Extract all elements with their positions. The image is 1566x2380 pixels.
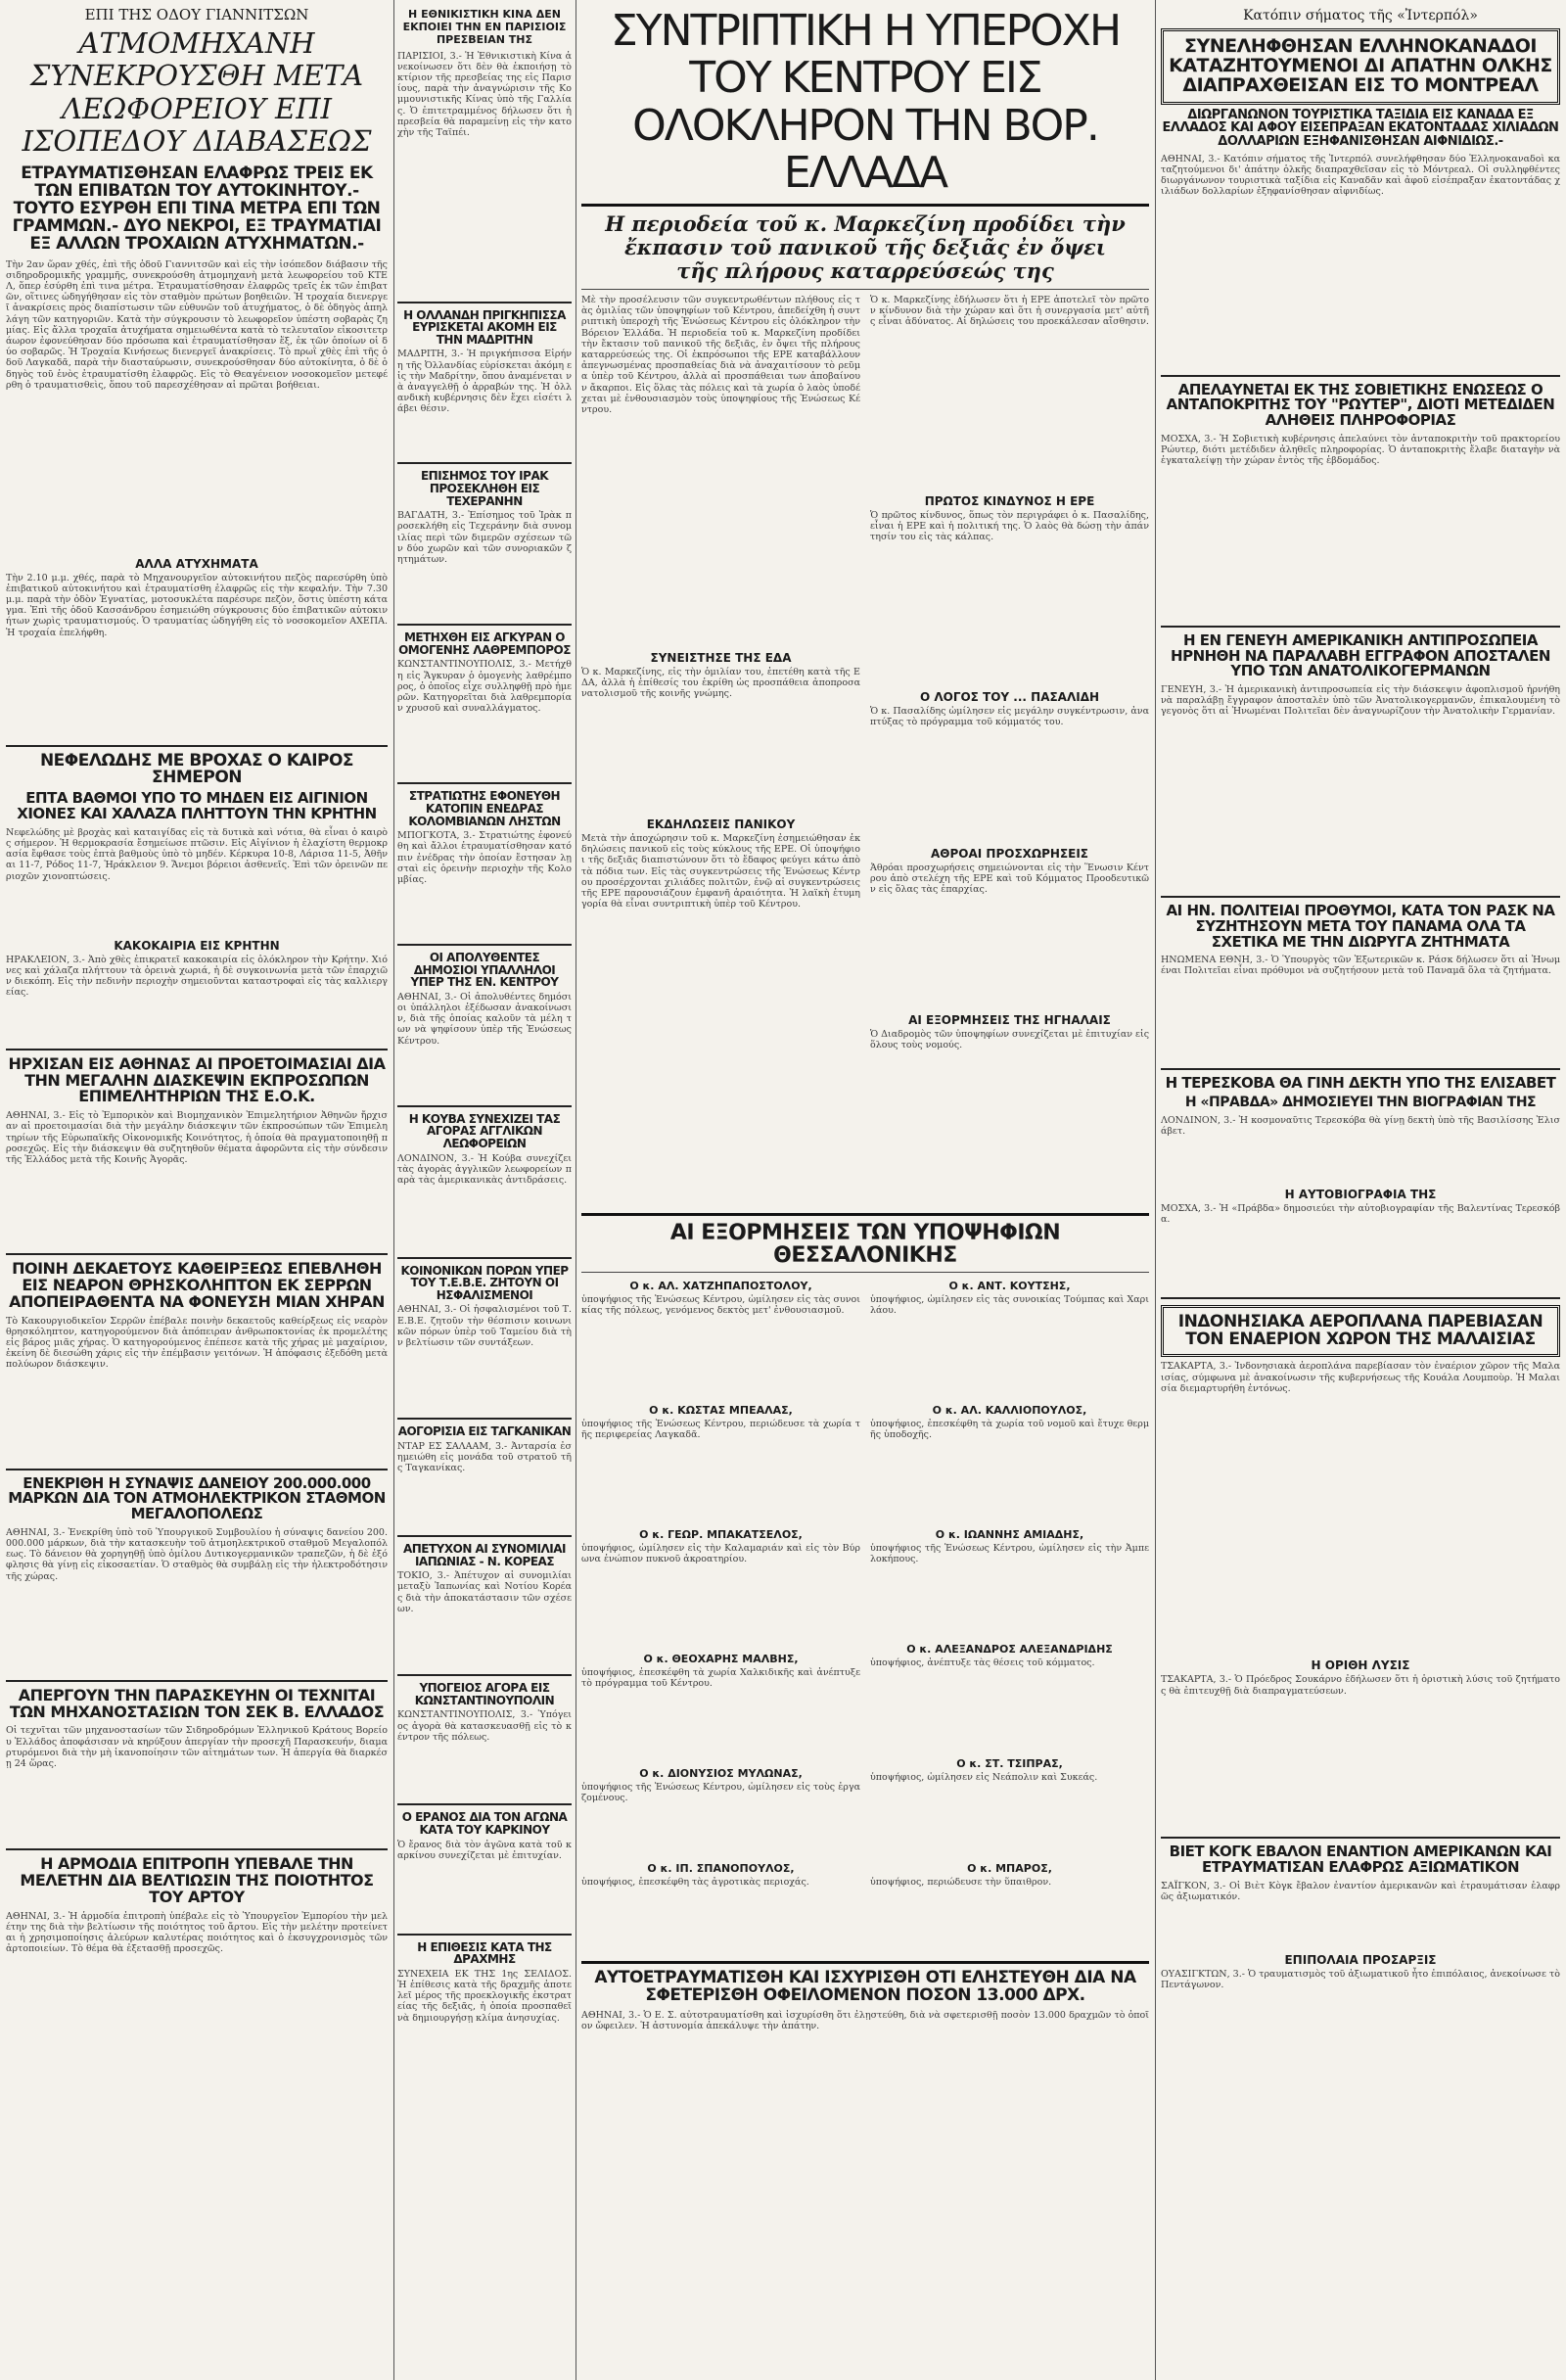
candidate-name: Ο κ. ΔΙΟΝΥΣΙΟΣ ΜΥΛΩΝΑΣ,	[639, 1767, 803, 1781]
article-body: Τὴν 2αν ὥραν χθές, ἐπὶ τῆς ὁδοῦ Γιαννιτσῶν καὶ εἰς τὴν ἰσόπεδον διάβασιν τῆς σιδηροδρομικῆς γραμμῆς, συνεκρούσθη ἀτμομηχανὴ μετὰ λεωφορείου τοῦ ΚΤΕΛ, ὅπερ ἐσύρθη ἐπὶ τινα μέτρα. Ἐτραυματίσθησαν ἐλαφρῶς τρεῖς ἐκ τῶν ἐπιβατῶν, οἵτινες ὡδηγήθησαν εἰς τὸν σταθμὸν πρώτων βοηθειῶν. Ἡ τροχαία διενεργεῖ ἀνακρίσεις πρὸς διαπίστωσιν τῶν εὐθυνῶν τοῦ ἀτυχήματος, ὁ δὲ ὁδηγὸς ἀπηλλάγη τῶν κατηγοριῶν. Κατὰ τὴν σύγκρουσιν τὸ λεωφορεῖον ὑπέστη σοβαρὰς ζημίας. Εἰς ἄλλα τροχαῖα ἀτυχήματα σημειωθέντα κατὰ τὸ τελευταῖον εἰκοσιτετράωρον ἐφονεύθησαν δύο πρόσωπα καὶ ἐτραυματίσθησαν ἕξ, ἐκ τῶν ὁποίων οἱ δύο σοβαρῶς. Ἡ Τροχαία Κινήσεως διενεργεῖ ἀνακρίσεις. Τὸ πρωῒ χθὲς ἐπὶ τῆς ὁδοῦ Λαγκαδᾶ, παρὰ τὴν διασταύρωσιν, συνεκρούσθησαν δύο αὐτοκίνητα, ὁ δὲ ὁδηγὸς τοῦ ἑνὸς ἐτραυματίσθη ἐλαφρῶς. Εἰς τὸ Θεαγένειον νοσοκομεῖον μετεφέρθη ὁ τραυματισθεὶς, ὅπου τοῦ παρεσχέθησαν αἱ πρῶται βοήθειαι.	[6, 258, 388, 391]
article-body: ὑποψήφιος τῆς Ἑνώσεως Κέντρου, περιώδευσε τὰ χωρία τῆς περιφερείας Λαγκαδᾶ.	[581, 1419, 860, 1441]
candidate-name: Ο κ. ΑΛ. ΚΑΛΛΙΟΠΟΥΛΟΣ,	[932, 1404, 1087, 1418]
headline-dutch-princess: Η ΟΛΛΑΝΔΗ ΠΡΙΓΚΗΠΙΣΣΑ ΕΥΡΙΣΚΕΤΑΙ ΑΚΟΜΗ ΕΙΣ ΤΗΝ ΜΑΔΡΙΤΗΝ	[403, 307, 566, 347]
subhead-final-solution: Η ΟΡΙΘΗ ΛΥΣΙΣ	[1311, 1658, 1410, 1673]
candidate-name: Ο κ. ΙΩΑΝΝΗΣ ΑΜΙΑΔΗΣ,	[935, 1528, 1084, 1542]
column-4	[1161, 0, 1560, 2380]
headline-iraq-official: ΕΠΙΣΗΜΟΣ ΤΟΥ ΙΡΑΚ ΠΡΟΣΕΚΛΗΘΗ ΕΙΣ ΤΕΧΕΡΑΝΗΝ	[420, 469, 549, 508]
article-body: ΑΘΗΝΑΙ, 3.- Οἱ ἠσφαλισμένοι τοῦ Τ.Ε.Β.Ε. ζητοῦν τὴν θέσπισιν κοινωνικῶν πόρων ὑπὲρ τοῦ Ταμείου διὰ τὴν βελτίωσιν τῶν συντάξεων.	[397, 1304, 572, 1349]
article-body: ΗΝΩΜΕΝΑ ΕΘΝΗ, 3.- Ὁ Ὑπουργὸς τῶν Ἐξωτερικῶν κ. Ράσκ δήλωσεν ὅτι αἱ Ἡνωμέναι Πολιτεῖαι εἶναι πρόθυμοι νὰ συζητήσουν μετὰ τοῦ Παναμᾶ ὅλα τὰ ζητήματα.	[1161, 955, 1560, 977]
article-body: ΛΟΝΔΙΝΟΝ, 3.- Ἡ κοσμοναῦτις Τερεσκόβα θὰ γίνῃ δεκτὴ ὑπὸ τῆς Βασιλίσσης Ἐλισάβετ.	[1161, 1114, 1560, 1137]
headline-loan-megalopolis: ΕΝΕΚΡΙΘΗ Η ΣΥΝΑΨΙΣ ΔΑΝΕΙΟΥ 200.000.000 ΜΑΡΚΩΝ ΔΙΑ ΤΟΝ ΑΤΜΟΗΛΕΚΤΡΙΚΟΝ ΣΤΑΘΜΟΝ ΜΕΓΑΛΟΠΟΛΕΩΣ	[8, 1473, 386, 1523]
subhead-rallies: ΑΙ ΕΞΟΡΜΗΣΕΙΣ ΤΗΣ ΗΓΗΑΛΑΙΣ	[908, 1012, 1111, 1027]
article-body: Οἱ τεχνῖται τῶν μηχανοστασίων τῶν Σιδηροδρόμων Ἑλληνικοῦ Κράτους Βορείου Ἑλλάδος ἀποφάσισαν νὰ κηρύξουν ἀπεργίαν τὴν προσεχῆ Παρασκευήν, διαμαρτυρόμενοι διὰ τὴν μὴ ἱκανοποίησιν τῶν αἰτημάτων των. Ἡ ἀπεργία θὰ διαρκέσῃ 24 ὥρας.	[6, 1725, 388, 1770]
article-body: ΑΘΗΝΑΙ, 3.- Οἱ ἀπολυθέντες δημόσιοι ὑπάλληλοι ἐξέδωσαν ἀνακοίνωσιν, διὰ τῆς ὁποίας καλοῦν τὰ μέλη των νὰ ψηφίσουν ὑπὲρ τῆς Ἑνώσεως Κέντρου.	[397, 991, 572, 1047]
article-body: ΑΘΗΝΑΙ, 3.- Ἐνεκρίθη ὑπὸ τοῦ Ὑπουργικοῦ Συμβουλίου ἡ σύναψις δανείου 200.000.000 μάρκων, διὰ τὴν κατασκευὴν τοῦ ἀτμοηλεκτρικοῦ σταθμοῦ Μεγαλοπόλεως. Τὸ δάνειον θὰ χορηγηθῇ ὑπὸ ὁμίλου Δυτικογερμανικῶν τραπεζῶν, ἡ δὲ ἐξόφλησις θὰ γίνῃ εἰς εἰκοσαετίαν. Ὁ σταθμὸς θὰ συμβάλῃ εἰς τὴν ἠλεκτροδότησιν τῆς χώρας.	[6, 1526, 388, 1582]
candidate-name: Ο κ. ΙΠ. ΣΠΑΝΟΠΟΥΛΟΣ,	[647, 1862, 795, 1876]
article-body: Μὲ τὴν προσέλευσιν τῶν συγκεντρωθέντων πλήθους εἰς τὰς ὁμιλίας τῶν ὑποψηφίων τοῦ Κέντρου, ἀπεδείχθη ἡ συντριπτικὴ ὑπεροχὴ τῆς Ἑνώσεως Κέντρου εἰς ὁλόκληρον τὴν Βόρειον Ἑλλάδα. Ἡ περιοδεία τοῦ κ. Μαρκεζίνη προδίδει τὴν ἔκτασιν τοῦ πανικοῦ τῆς δεξιᾶς, ἐν ὄψει τῆς πλήρους καταρρεύσεώς της. Οἱ ἐκπρόσωποι τῆς ΕΡΕ καταβάλλουν ἀπεγνωσμένας προσπαθείας διὰ νὰ ἀναχαιτίσουν τὸ ρεῦμα ὑπὲρ τοῦ Κέντρου, ἀλλὰ αἱ προσπάθειαι των ἀποβαίνουν ἄκαρποι. Εἰς ὅλας τὰς πόλεις καὶ τὰ χωρία ὁ λαὸς ὑποδέχεται μὲ ἐνθουσιασμὸν τοὺς ὑποψηφίους τῆς Ἑνώσεως Κέντρου.	[581, 294, 861, 416]
article-body: ὑποψήφιος, ὡμίλησεν εἰς Νεάπολιν καὶ Συκεάς.	[870, 1772, 1098, 1784]
subhead-mass-joining: ΑΘΡΟΑΙ ΠΡΟΣΧΩΡΗΣΕΙΣ	[931, 846, 1088, 861]
headline-canada-fraud: ΣΥΝΕΛΗΦΘΗΣΑΝ ΕΛΛΗΝΟΚΑΝΑΔΟΙ ΚΑΤΑΖΗΤΟΥΜΕΝΟΙ ΔΙ ΑΠΑΤΗΝ ΟΛΚΗΣ ΔΙΑΠΡΑΧΘΕΙΣΑΝ ΕΙΣ ΤΟ ΜΟΝΤΡΕΑΛ	[1169, 34, 1552, 96]
candidate-name: Ο κ. ΑΛ. ΧΑΤΖΗΠΑΠΟΣΤΟΛΟΥ,	[629, 1280, 812, 1293]
subhead-eda: ΣΥΝΕΙΣΤΗΣΕ ΤΗΣ ΕΔΑ	[650, 650, 792, 665]
deck-canada-fraud: ΔΙΩΡΓΑΝΩΝΟΝ ΤΟΥΡΙΣΤΙΚΑ ΤΑΞΙΔΙΑ ΕΙΣ ΚΑΝΑΔΑ ΕΞ ΕΛΛΑΔΟΣ ΚΑΙ ΑΦΟΥ ΕΙΣΕΠΡΑΞΑΝ ΕΚΑΤΟΝΤΑΔΑΣ ΧΙΛΙΑΔΩΝ ΔΟΛΛΑΡΙΩΝ ΕΞΗΦΑΝΙΣΘΗΣΑΝ ΑΙΦΝΙΔΙΩΣ.-	[1162, 107, 1559, 149]
headline-reuters-expelled: ΑΠΕΛΑΥΝΕΤΑΙ ΕΚ ΤΗΣ ΣΟΒΙΕΤΙΚΗΣ ΕΝΩΣΕΩΣ Ο ΑΝΤΑΠΟΚΡΙΤΗΣ ΤΟΥ "ΡΩΥΤΕΡ", ΔΙΟΤΙ ΜΕΤΕΔΙΔΕΝ ΑΛΗΘΕΙΣ ΠΛΗΡΟΦΟΡΙΑΣ	[1166, 380, 1555, 430]
headline-japan-korea: ΑΠΕΤΥΧΟΝ ΑΙ ΣΥΝΟΜΙΛΙΑΙ ΙΑΠΩΝΙΑΣ - Ν. ΚΟΡΕΑΣ	[402, 1542, 567, 1568]
deck-pravda-biography: Η «ΠΡΑΒΔΑ» ΔΗΜΟΣΙΕΥΕΙ ΤΗΝ ΒΙΟΓΡΑΦΙΑΝ ΤΗΣ	[1184, 1095, 1537, 1111]
subhead-panic: ΕΚΔΗΛΩΣΕΙΣ ΠΑΝΙΚΟΥ	[646, 817, 796, 831]
candidate-name: Ο κ. ΑΛΕΞΑΝΔΡΟΣ ΑΛΕΞΑΝΔΡΙΔΗΣ	[906, 1643, 1113, 1657]
headline-bread-quality: Η ΑΡΜΟΔΙΑ ΕΠΙΤΡΟΠΗ ΥΠΕΒΑΛΕ ΤΗΝ ΜΕΛΕΤΗΝ ΔΙΑ ΒΕΛΤΙΩΣΙΝ ΤΗΣ ΠΟΙΟΤΗΤΟΣ ΤΟΥ ΑΡΤΟΥ	[20, 1854, 374, 1906]
article-body: Ὁ πρῶτος κίνδυνος, ὅπως τὸν περιγράφει ὁ κ. Πασαλίδης, εἶναι ἡ ΕΡΕ καὶ ἡ πολιτική της. Ὁ λαὸς θὰ δώσῃ τὴν ἀπάντησίν του εἰς τὰς κάλπας.	[870, 509, 1149, 543]
headline-eec-conference: ΗΡΧΙΣΑΝ ΕΙΣ ΑΘΗΝΑΣ ΑΙ ΠΡΟΕΤΟΙΜΑΣΙΑΙ ΔΙΑ ΤΗΝ ΜΕΓΑΛΗΝ ΔΙΑΣΚΕΨΙΝ ΕΚΠΡΟΣΩΠΩΝ ΕΠΙΜΕΛΗΤΗΡΙΩΝ ΤΗΣ Ε.Ο.Κ.	[8, 1053, 386, 1106]
article-body: ὑποψήφιος, ὡμίλησεν εἰς τὰς συνοικίας Τούμπας καὶ Χαριλάου.	[870, 1294, 1149, 1317]
box-canada-fraud	[1161, 28, 1560, 105]
column-2	[397, 0, 572, 2380]
deck-weather: ΕΠΤΑ ΒΑΘΜΟΙ ΥΠΟ ΤΟ ΜΗΔΕΝ ΕΙΣ ΑΙΓΙΝΙΟΝ ΧΙΟΝΕΣ ΚΑΙ ΧΑΛΑΖΑ ΠΛΗΤΤΟΥΝ ΤΗΝ ΚΡΗΤΗΝ	[17, 789, 377, 823]
article-body: ὑποψήφιος, ἐπεσκέφθη τὰ χωρία τοῦ νομοῦ καὶ ἔτυχε θερμῆς ὑποδοχῆς.	[870, 1419, 1149, 1441]
article-body: ΟΥΑΣΙΓΚΤΩΝ, 3.- Ὁ τραυματισμὸς τοῦ ἀξιωματικοῦ ἦτο ἐπιπόλαιος, ἀνεκοίνωσε τὸ Πεντάγωνον.	[1161, 1968, 1560, 1991]
article-body: ΜΑΔΡΙΤΗ, 3.- Ἡ πριγκήπισσα Εἰρήνη τῆς Ὀλλανδίας εὑρίσκεται ἀκόμη εἰς τὴν Μαδρίτην, ὅπου ἀναμένεται νὰ ἀναγγελθῇ ὁ ἀρραβών της. Ἡ ὀλλανδικὴ κυβέρνησις δὲν ἔχει εἰσέτι λάβει θέσιν.	[397, 349, 572, 415]
headline-cancer-fund: Ο ΕΡΑΝΟΣ ΔΙΑ ΤΟΝ ΑΓΩΝΑ ΚΑΤΑ ΤΟΥ ΚΑΡΚΙΝΟΥ	[401, 1810, 568, 1837]
subhead-crete-weather: ΚΑΚΟΚΑΙΡΙΑ ΕΙΣ ΚΡΗΤΗΝ	[114, 938, 280, 953]
box-indonesia	[1161, 1305, 1560, 1358]
lead-story-columns	[581, 295, 1149, 1205]
article-body: Ὁ κ. Μαρκεζίνης, εἰς τὴν ὁμιλίαν του, ἐπετέθη κατὰ τῆς ΕΔΑ, ἀλλὰ ἡ ἐπίθεσίς του ἐκρίθη ὡς προσπάθεια ἀποπροσανατολισμοῦ τῆς κοινῆς γνώμης.	[581, 666, 860, 700]
subhead-pasalidis: Ο ΛΟΓΟΣ ΤΟΥ ... ΠΑΣΑΛΙΔΗ	[919, 689, 1100, 704]
article-body: ΚΩΝΣΤΑΝΤΙΝΟΥΠΟΛΙΣ, 3.- Ὑπόγειος ἀγορὰ θὰ κατασκευασθῇ εἰς τὸ κέντρον τῆς πόλεως.	[397, 1709, 572, 1743]
article-body: ΗΡΑΚΛΕΙΟΝ, 3.- Ἀπὸ χθὲς ἐπικρατεῖ κακοκαιρία εἰς ὁλόκληρον τὴν Κρήτην. Χιόνες καὶ χάλαζα πλήττουν τὰ ὀρεινὰ χωριά, ἡ δὲ συγκοινωνία μετὰ τῶν ἐπαρχιῶν διεκόπη. Εἰς τὴν πεδινὴν περιοχὴν σημειοῦνται καταστροφαὶ εἰς τὰς καλλιεργείας.	[6, 954, 388, 999]
candidate-name: Ο κ. ΣΤ. ΤΣΙΠΡΑΣ,	[956, 1757, 1063, 1771]
article-body: ΓΕΝΕΥΗ, 3.- Ἡ ἀμερικανικὴ ἀντιπροσωπεία εἰς τὴν διάσκεψιν ἀφοπλισμοῦ ἠρνήθη νὰ παραλάβῃ ἔγγραφον ἀποσταλὲν ὑπὸ τῶν Ἀνατολικογερμανῶν, ἐπικαλουμένη τὸ γεγονὸς ὅτι αἱ Ἡνωμέναι Πολιτεῖαι δὲν ἀναγνωρίζουν τὴν Ἀνατολικὴν Γερμανίαν.	[1161, 684, 1560, 718]
headline-dismissed-civil-servants: ΟΙ ΑΠΟΛΥΘΕΝΤΕΣ ΔΗΜΟΣΙΟΙ ΥΠΑΛΛΗΛΟΙ ΥΠΕΡ ΤΗΣ ΕΝ. ΚΕΝΤΡΟΥ	[410, 951, 559, 990]
article-body: ΚΩΝΣΤΑΝΤΙΝΟΥΠΟΛΙΣ, 3.- Μετήχθη εἰς Ἄγκυραν ὁ ὁμογενὴς λαθρέμπορος, ὁ ὁποῖος εἶχε συλληφθῇ πρὸ ἡμερῶν. Κατηγορεῖται διὰ λαθρεμπορίαν χρυσοῦ καὶ συναλλάγματος.	[397, 659, 572, 715]
article-body: ΤΣΑΚΑΡΤΑ, 3.- Ὁ Πρόεδρος Σουκάρνο ἐδήλωσεν ὅτι ἡ ὁριστικὴ λύσις τοῦ ζητήματος θὰ ἐπιτευχθῇ διὰ διαπραγματεύσεων.	[1161, 1674, 1560, 1697]
headline-drachma-attack: Η ΕΠΙΘΕΣΙΣ ΚΑΤΑ ΤΗΣ ΔΡΑΧΜΗΣ	[417, 1939, 552, 1967]
article-body: ΤΣΑΚΑΡΤΑ, 3.- Ἰνδονησιακὰ ἀεροπλάνα παρεβίασαν τὸν ἐναέριον χῶρον τῆς Μαλαισίας, σύμφωνα μὲ ἀνακοίνωσιν τῆς κυβερνήσεως τῆς Κουάλα Λουμποὺρ. Ἡ Μαλαισία διεμαρτυρήθη ἐντόνως.	[1161, 1361, 1560, 1394]
article-body: ὑποψήφιος, περιώδευσε τὴν ὕπαιθρον.	[870, 1877, 1052, 1889]
article-body: Ὁ Διαδρομὸς τῶν ὑποψηφίων συνεχίζεται μὲ ἐπιτυχίαν εἰς ὅλους τοὺς νομούς.	[870, 1028, 1149, 1051]
article-body: ΠΑΡΙΣΙΟΙ, 3.- Ἡ Ἐθνικιστικὴ Κίνα ἀνεκοίνωσεν ὅτι δὲν θὰ ἐκποιήσῃ τὸ κτίριον τῆς πρεσβείας της εἰς Παρισίους, παρὰ τὴν ἀναγνώρισιν τῆς Κομμουνιστικῆς Κίνας ὑπὸ τῆς Γαλλίας. Ὁ ἐπιτετραμμένος δήλωσεν ὅτι ἡ πρεσβεία θὰ παραμείνῃ εἰς τὴν κατοχὴν τῆς Ταϊπέι.	[397, 50, 572, 138]
article-body: ὑποψήφιος τῆς Ἑνώσεως Κέντρου, ὡμίλησεν εἰς τὰς συνοικίας τῆς πόλεως, γενόμενος δεκτὸς μετ' ἐνθουσιασμοῦ.	[581, 1294, 860, 1317]
article-body: ΣΥΝΕΧΕΙΑ ΕΚ ΤΗΣ 1ης ΣΕΛΙΔΟΣ. Ἡ ἐπίθεσις κατὰ τῆς δραχμῆς ἀποτελεῖ μέρος τῆς προεκλογικῆς ἐκστρατείας τῆς δεξιᾶς, ἡ ὁποία προσπαθεῖ νὰ δημιουργήσῃ κλίμα ἀνησυχίας.	[397, 1968, 572, 2024]
headline-sek-strike: ΑΠΕΡΓΟΥΝ ΤΗΝ ΠΑΡΑΣΚΕΥΗΝ ΟΙ ΤΕΧΝΙΤΑΙ ΤΩΝ ΜΗΧΑΝΟΣΤΑΣΙΩΝ ΤΟΝ ΣΕΚ Β. ΕΛΛΑΔΟΣ	[9, 1685, 385, 1721]
article-body: ΑΘΗΝΑΙ, 3.- Ἡ ἁρμοδία ἐπιτροπὴ ὑπέβαλε εἰς τὸ Ὑπουργεῖον Ἐμπορίου τὴν μελέτην της διὰ τὴν βελτίωσιν τῆς ποιότητος τοῦ ἄρτου. Εἰς τὴν μελέτην προτείνεται ἡ χρησιμοποίησις ἀλεύρων καλυτέρας ποιότητος καὶ ὁ ἐκσυγχρονισμὸς τῶν ἀρτοποιείων. Τὸ θέμα θὰ ἐξετασθῇ προσεχῶς.	[6, 1910, 388, 1955]
headline-tanganyika: ΑΟΓΟΡΙΣΙΑ ΕΙΣ ΤΑΓΚΑΝΙΚΑΝ	[397, 1424, 572, 1439]
article-body: Ὁ κ. Πασαλίδης ὡμίλησεν εἰς μεγάλην συγκέντρωσιν, ἀναπτύξας τὸ πρόγραμμα τοῦ κόμματός του.	[870, 705, 1149, 728]
headline-tereshkova: Η ΤΕΡΕΣΚΟΒΑ ΘΑ ΓΙΝΗ ΔΕΚΤΗ ΥΠΟ ΤΗΣ ΕΛΙΣΑΒΕΤ	[1165, 1074, 1556, 1093]
article-body: ΒΑΓΔΑΤΗ, 3.- Ἐπίσημος τοῦ Ἰρὰκ προσεκλήθη εἰς Τεχεράνην διὰ συνομιλίας περὶ τῶν διμερῶν σχέσεων τῶν δύο χωρῶν καὶ τῶν συνοριακῶν ζητημάτων.	[397, 510, 572, 565]
article-body: ὑποψήφιος, ἐπεσκέφθη τὰ χωρία Χαλκιδικῆς καὶ ἀνέπτυξε τὸ πρόγραμμα τοῦ Κέντρου.	[581, 1667, 860, 1690]
kicker-interpol: Κατόπιν σήματος τῆς «Ἰντερπόλ»	[1243, 8, 1478, 23]
article-body: Ἀθρόαι προσχωρήσεις σημειώνονται εἰς τὴν Ἕνωσιν Κέντρου ἀπὸ στελέχη τῆς ΕΡΕ καὶ τοῦ Κόμματος Προοδευτικῶν εἰς ὅλας τὰς ἐπαρχίας.	[870, 862, 1149, 896]
headline-self-injured: ΑΥΤΟΕΤΡΑΥΜΑΤΙΣΘΗ ΚΑΙ ΙΣΧΥΡΙΣΘΗ ΟΤΙ ΕΛΗΣΤΕΥΘΗ ΔΙΑ ΝΑ ΣΦΕΤΕΡΙΣΘΗ ΟΦΕΙΛΟΜΕΝΟΝ ΠΟΣΟΝ 13.000 ΔΡΧ.	[594, 1968, 1136, 2006]
banner-headline-center-party: ΣΥΝΤΡΙΠΤΙΚΗ Η ΥΠΕΡΟΧΗ ΤΟΥ ΚΕΝΤΡΟΥ ΕΙΣ ΟΛΟΚΛΗΡΟΝ ΤΗΝ ΒΟΡ. ΕΛΛΑΔΑ	[610, 6, 1121, 199]
headline-weather: ΝΕΦΕΛΩΔΗΣ ΜΕ ΒΡΟΧΑΣ Ο ΚΑΙΡΟΣ ΣΗΜΕΡΟΝ	[39, 750, 354, 788]
candidate-name: Ο κ. ΓΕΩΡ. ΜΠΑΚΑΤΣΕΛΟΣ,	[639, 1528, 803, 1542]
kicker-giannitson: ΕΠΙ ΤΗΣ ΟΔΟΥ ΓΙΑΝΝΙΤΣΩΝ	[84, 6, 309, 23]
subhead-autobiography: Η ΑΥΤΟΒΙΟΓΡΑΦΙΑ ΤΗΣ	[1284, 1187, 1437, 1201]
article-body: ΜΠΟΓΚΟΤΑ, 3.- Στρατιώτης ἐφονεύθη καὶ ἄλλοι ἐτραυματίσθησαν κατόπιν ἐνέδρας τὴν ὁποίαν ἔστησαν λῃσταὶ εἰς ὀρεινὴν περιοχὴν τῆς Κολομβίας.	[397, 830, 572, 885]
subhead-superficial-wound: ΕΠΙΠΟΛΑΙΑ ΠΡΟΣΑΡΞΙΣ	[1284, 1952, 1437, 1967]
article-body: ΑΘΗΝΑΙ, 3.- Εἰς τὸ Ἐμπορικὸν καὶ Βιομηχανικὸν Ἐπιμελητήριον Ἀθηνῶν ἤρχισαν αἱ προετοιμασίαι διὰ τὴν μεγάλην διάσκεψιν τῶν ἐκπροσώπων τῶν Ἐπιμελητηρίων τῆς Εὐρωπαϊκῆς Οἰκονομικῆς Κοινότητος, ἡ ὁποία θὰ πραγματοποιηθῇ προσεχῶς. Εἰς τὴν διάσκεψιν θὰ συζητηθοῦν θέματα ἀφορῶντα εἰς τὴν σύνδεσιν τῆς Ἑλλάδος μετὰ τῆς Κοινῆς Ἀγορᾶς.	[6, 1110, 388, 1165]
article-body: ΝΤΑΡ ΕΣ ΣΑΛΑΑΜ, 3.- Ἀνταρσία ἐσημειώθη εἰς μονάδα τοῦ στρατοῦ τῆς Ταγκανίκας.	[397, 1441, 572, 1474]
article-body: Μετὰ τὴν ἀποχώρησιν τοῦ κ. Μαρκεζίνη ἐσημειώθησαν ἐκδηλώσεις πανικοῦ εἰς τοὺς κύκλους τῆς ΕΡΕ. Οἱ ὑποψήφιοι τῆς δεξιᾶς διαπιστώνουν ὅτι τὸ ἔδαφος φεύγει κάτω ἀπὸ τὰ πόδια των. Εἰς τὰς συγκεντρώσεις τῆς Ἑνώσεως Κέντρου προσέρχονται χιλιάδες πολιτῶν, ἐνῷ αἱ συγκεντρώσεις τῆς ΕΡΕ παρουσιάζουν ἐμφανῆ ἀραιότητα. Ἡ λαϊκὴ ἐτυμηγορία θὰ εἶναι συντριπτικὴ ὑπὲρ τοῦ Κέντρου.	[581, 832, 860, 910]
subhead-ere-danger: ΠΡΩΤΟΣ ΚΙΝΔΥΝΟΣ Η ΕΡΕ	[924, 493, 1095, 508]
candidate-name: Ο κ. ΜΠΑΡΟΣ,	[967, 1862, 1052, 1876]
article-body: Νεφελώδης μὲ βροχὰς καὶ καταιγίδας εἰς τὰ δυτικὰ καὶ νότια, θὰ εἶναι ὁ καιρὸς σήμερον. Ἡ θερμοκρασία ἔσημείωσε πτῶσιν. Εἰς Αἰγίνιον ἡ ἐλαχίστη θερμοκρασία ἔφθασε τοὺς ἑπτὰ βαθμοὺς ὑπὸ τὸ μηδέν. Κέρκυρα 10-8, Λάρισα 11-5, Ἀθῆναι 11-7, Ρόδος 11-7, Ἡράκλειον 9. Ἄνεμοι βόρειοι ἀσθενεῖς. Ἐπὶ τῶν ὀρεινῶν περιοχῶν χιονοπτώσεις.	[6, 826, 388, 882]
headline-geneva-document: Η ΕΝ ΓΕΝΕΥΗ ΑΜΕΡΙΚΑΝΙΚΗ ΑΝΤΙΠΡΟΣΩΠΕΙΑ ΗΡΝΗΘΗ ΝΑ ΠΑΡΑΛΑΒΗ ΕΓΓΡΑΦΟΝ ΑΠΟΣΤΑΛΕΝ ΥΠΟ ΤΩΝ ΑΝΑΤΟΛΙΚΟΓΕΡΜΑΝΩΝ	[1171, 630, 1550, 680]
article-body: Ὁ κ. Μαρκεζίνης ἐδήλωσεν ὅτι ἡ ΕΡΕ ἀποτελεῖ τὸν πρῶτον κίνδυνον διὰ τὴν χώραν καὶ ὅτι ἡ συνεργασία μετ' αὐτῆς εἶναι ἀδύνατος. Αἱ δηλώσεις του προεκάλεσαν αἴσθησιν.	[870, 294, 1149, 328]
column-1	[6, 0, 388, 2380]
article-body: Τὴν 2.10 μ.μ. χθές, παρὰ τὸ Μηχανουργεῖον αὐτοκινήτου πεζὸς παρεσύρθη ὑπὸ ἐπιβατικοῦ αὐτοκινήτου καὶ ἐτραυματίσθη ἐλαφρῶς εἰς τὴν κεφαλήν. Τὴν 7.30 μ.μ. παρὰ τὴν ὁδὸν Ἐγνατίας, μοτοσυκλέτα παρέσυρε πεζὸν, ὅστις ὑπέστη κάταγμα. Ἐπὶ τῆς ὁδοῦ Κασσάνδρου ἐσημειώθη σύγκρουσις δύο ἐπιβατικῶν αὐτοκινήτων χωρὶς τραυματισμούς. Ὁ τραυματίας ὡδηγήθη εἰς τὸ νοσοκομεῖον ΑΧΕΠΑ. Ἡ τροχαία ἐπελήφθη.	[6, 572, 388, 638]
deck-markezinis: Η περιοδεία τοῦ κ. Μαρκεζίνη προδίδει τὴν ἔκπασιν τοῦ πανικοῦ τῆς δεξιᾶς ἐν ὄψει τῆς πλήρους καταρρεύσεώς της	[605, 210, 1126, 283]
candidates-columns	[581, 1278, 1149, 1955]
deck-train-collision: ΕΤΡΑΥΜΑΤΙΣΘΗΣΑΝ ΕΛΑΦΡΩΣ ΤΡΕΙΣ ΕΚ ΤΩΝ ΕΠΙΒΑΤΩΝ ΤΟΥ ΑΥΤΟΚΙΝΗΤΟΥ.- ΤΟΥΤΟ ΕΣΥΡΘΗ ΕΠΙ ΤΙΝΑ ΜΕΤΡΑ ΕΠΙ ΤΩΝ ΓΡΑΜΜΩΝ.- ΔΥΟ ΝΕΚΡΟΙ, ΕΞ ΤΡΑΥΜΑΤΙΑΙ ΕΞ ΑΛΛΩΝ ΤΡΟΧΑΙΩΝ ΑΤΥΧΗΜΑΤΩΝ.-	[12, 163, 382, 254]
headline-smuggler-ankara: ΜΕΤΗΧΘΗ ΕΙΣ ΑΓΚΥΡΑΝ Ο ΟΜΟΓΕΝΗΣ ΛΑΘΡΕΜΠΟΡΟΣ	[398, 630, 571, 657]
article-body: ΣΑΪΓΚΟΝ, 3.- Οἱ Βιὲτ Κὸγκ ἔβαλον ἐναντίον ἀμερικανῶν καὶ ἐτραυμάτισαν ἐλαφρῶς ἀξιωματικόν.	[1161, 1880, 1560, 1903]
article-body: Ὁ ἔρανος διὰ τὸν ἀγῶνα κατὰ τοῦ καρκίνου συνεχίζεται μὲ ἐπιτυχίαν.	[397, 1839, 572, 1861]
headline-cuba-buses: Η ΚΟΥΒΑ ΣΥΝΕΧΙΖΕΙ ΤΑΣ ΑΓΟΡΑΣ ΑΓΓΛΙΚΩΝ ΛΕΩΦΟΡΕΙΩΝ	[408, 1111, 561, 1151]
candidate-name: Ο κ. ΘΕΟΧΑΡΗΣ ΜΑΛΒΗΣ,	[643, 1653, 799, 1666]
article-body: ΤΟΚΙΟ, 3.- Ἀπέτυχον αἱ συνομιλίαι μεταξὺ Ἰαπωνίας καὶ Νοτίου Κορέας διὰ τὴν ἀποκατάστασιν τῶν σχέσεων.	[397, 1570, 572, 1614]
headline-underground-market: ΥΠΟΓΕΙΟΣ ΑΓΟΡΑ ΕΙΣ ΚΩΝΣΤΑΝΤΙΝΟΥΠΟΛΙΝ	[414, 1681, 555, 1707]
candidate-name: Ο κ. ΑΝΤ. ΚΟΥΤΣΗΣ,	[948, 1280, 1071, 1293]
article-body: ὑποψήφιος, ὡμίλησεν εἰς τὴν Καλαμαριάν καὶ εἰς τὸν Βύρωνα ἐνώπιον πυκνοῦ ἀκροατηρίου.	[581, 1543, 860, 1565]
subhead-other-accidents: ΑΛΛΑ ΑΤΥΧΗΜΑΤΑ	[135, 556, 258, 571]
article-body: ΜΟΣΧΑ, 3.- Ἡ Σοβιετικὴ κυβέρνησις ἀπελαύνει τὸν ἀνταποκριτὴν τοῦ πρακτορείου Ρώυτερ, διότι μετέδιδεν ἀληθεῖς πληροφορίας. Ὁ ἀνταποκριτὴς ἔλαβε διαταγὴν νὰ ἐγκαταλείψῃ τὴν χώραν ἐντὸς τῆς ἑβδομάδος.	[1161, 433, 1560, 467]
headline-colombia-soldier: ΣΤΡΑΤΙΩΤΗΣ ΕΦΟΝΕΥΘΗ ΚΑΤΟΠΙΝ ΕΝΕΔΡΑΣ ΚΟΛΟΜΒΙΑΝΩΝ ΛΗΣΤΩΝ	[408, 789, 561, 828]
article-body: Τὸ Κακουργιοδικεῖον Σερρῶν ἐπέβαλε ποινὴν δεκαετοῦς καθείρξεως εἰς νεαρὸν θρησκόληπτον, κατηγορούμενον διὰ ἀπόπειραν ἀνθρωποκτονίας ἐκ προμελέτης εἰς βάρος μιᾶς χήρας. Ὁ κατηγορούμενος ἐπέπεσε κατὰ τῆς χήρας μὲ μαχαίριον, ἐκείνη δὲ διεσώθη χάρις εἰς τὴν ἐπέμβασιν γειτόνων. Ἡ ἀπόφασις ἐξεδόθη μετὰ πολύωρον διάσκεψιν.	[6, 1315, 388, 1371]
column-3	[581, 0, 1149, 2380]
headline-indonesian-planes: ΙΝΔΟΝΗΣΙΑΚΑ ΑΕΡΟΠΛΑΝΑ ΠΑΡΕΒΙΑΣΑΝ ΤΟΝ ΕΝΑΕΡΙΟΝ ΧΩΡΟΝ ΤΗΣ ΜΑΛΑΙΣΙΑΣ	[1177, 1311, 1543, 1349]
candidate-name: Ο κ. ΚΩΣΤΑΣ ΜΠΕΑΛΑΣ,	[649, 1404, 793, 1418]
headline-train-collision: ΑΤΜΟΜΗΧΑΝΗ ΣΥΝΕΚΡΟΥΣΘΗ ΜΕΤΑ ΛΕΩΦΟΡΕΙΟΥ ΕΠΙ ΙΣΟΠΕΔΟΥ ΔΙΑΒΑΣΕΩΣ	[22, 26, 372, 159]
section-headline-candidates: ΑΙ ΕΞΟΡΜΗΣΕΙΣ ΤΩΝ ΥΠΟΨΗΦΙΩΝ ΘΕΣΣΑΛΟΝΙΚΗΣ	[669, 1220, 1061, 1269]
article-body: ΑΘΗΝΑΙ, 3.- Κατόπιν σήματος τῆς Ἰντερπόλ συνελήφθησαν δύο Ἑλληνοκαναδοὶ καταζητούμενοι δι' ἀπάτην ὁλκῆς διαπραχθεῖσαν εἰς τὸ Μόντρεαλ. Οἱ συλληφθέντες διωργάνωνον τουριστικὰ ταξίδια εἰς Καναδᾶν καὶ ἀφοῦ εἰσέπραξαν ἑκατοντάδας χιλιάδων δολλαρίων ἐξηφανίσθησαν αἰφνιδίως.	[1161, 153, 1560, 198]
headline-serres-sentence: ΠΟΙΝΗ ΔΕΚΑΕΤΟΥΣ ΚΑΘΕΙΡΞΕΩΣ ΕΠΕΒΛΗΘΗ ΕΙΣ ΝΕΑΡΟΝ ΘΡΗΣΚΟΛΗΠΤΟΝ ΕΚ ΣΕΡΡΩΝ ΑΠΟΠΕΙΡΑΘΕΝΤΑ ΝΑ ΦΟΝΕΥΣΗ ΜΙΑΝ ΧΗΡΑΝ	[9, 1259, 385, 1311]
kicker-china-embassy: Η ΕΘΝΙΚΙΣΤΙΚΗ ΚΙΝΑ ΔΕΝ ΕΚΠΟΙΕΙ ΤΗΝ ΕΝ ΠΑΡΙΣΙΟΙΣ ΠΡΕΣΒΕΙΑΝ ΤΗΣ	[402, 8, 567, 47]
headline-rusk-panama: ΑΙ ΗΝ. ΠΟΛΙΤΕΙΑΙ ΠΡΟΘΥΜΟΙ, ΚΑΤΑ ΤΟΝ ΡΑΣΚ ΝΑ ΣΥΖΗΤΗΣΟΥΝ ΜΕΤΑ ΤΟΥ ΠΑΝΑΜΑ ΟΛΑ ΤΑ ΣΧΕΤΙΚΑ ΜΕ ΤΗΝ ΔΙΩΡΥΓΑ ΖΗΤΗΜΑΤΑ	[1166, 902, 1555, 951]
headline-viet-cong: ΒΙΕΤ ΚΟΓΚ ΕΒΑΛΟΝ ΕΝΑΝΤΙΟΝ ΑΜΕΡΙΚΑΝΩΝ ΚΑΙ ΕΤΡΑΥΜΑΤΙΣΑΝ ΕΛΑΦΡΩΣ ΑΞΙΩΜΑΤΙΚΟΝ	[1169, 1843, 1552, 1877]
article-body: ΜΟΣΧΑ, 3.- Ἡ «Πράβδα» δημοσιεύει τὴν αὐτοβιογραφίαν τῆς Βαλεντίνας Τερεσκόβα.	[1161, 1202, 1560, 1225]
article-body: ὑποψήφιος, ἐπεσκέφθη τὰς ἀγροτικὰς περιοχάς.	[581, 1877, 809, 1889]
article-body: ὑποψήφιος, ἀνέπτυξε τὰς θέσεις τοῦ κόμματος.	[870, 1657, 1095, 1669]
article-body: ὑποψήφιος τῆς Ἑνώσεως Κέντρου, ὡμίλησεν εἰς τοὺς ἐργαζομένους.	[581, 1782, 860, 1804]
article-body: ΑΘΗΝΑΙ, 3.- Ὁ Ε. Σ. αὐτοτραυματίσθη καὶ ἰσχυρίσθη ὅτι ἐλῃστεύθη, διὰ νὰ σφετερισθῇ ποσὸν 13.000 δραχμῶν τὸ ὁποῖον ὤφειλεν. Ἡ ἀστυνομία ἀπεκάλυψε τὴν ἀπάτην.	[581, 2009, 1149, 2032]
headline-tebe-resources: ΚΟΙΝΟΝΙΚΩΝ ΠΟΡΩΝ ΥΠΕΡ ΤΟΥ Τ.Ε.Β.Ε. ΖΗΤΟΥΝ ΟΙ ΗΣΦΑΛΙΣΜΕΝΟΙ	[400, 1263, 569, 1302]
article-body: ὑποψήφιος τῆς Ἑνώσεως Κέντρου, ὡμίλησεν εἰς τὴν Ἀμπελοκήπους.	[870, 1543, 1149, 1565]
article-body: ΛΟΝΔΙΝΟΝ, 3.- Ἡ Κούβα συνεχίζει τὰς ἀγορὰς ἀγγλικῶν λεωφορείων παρὰ τὰς ἀμερικανικὰς ἀντιδράσεις.	[397, 1152, 572, 1187]
